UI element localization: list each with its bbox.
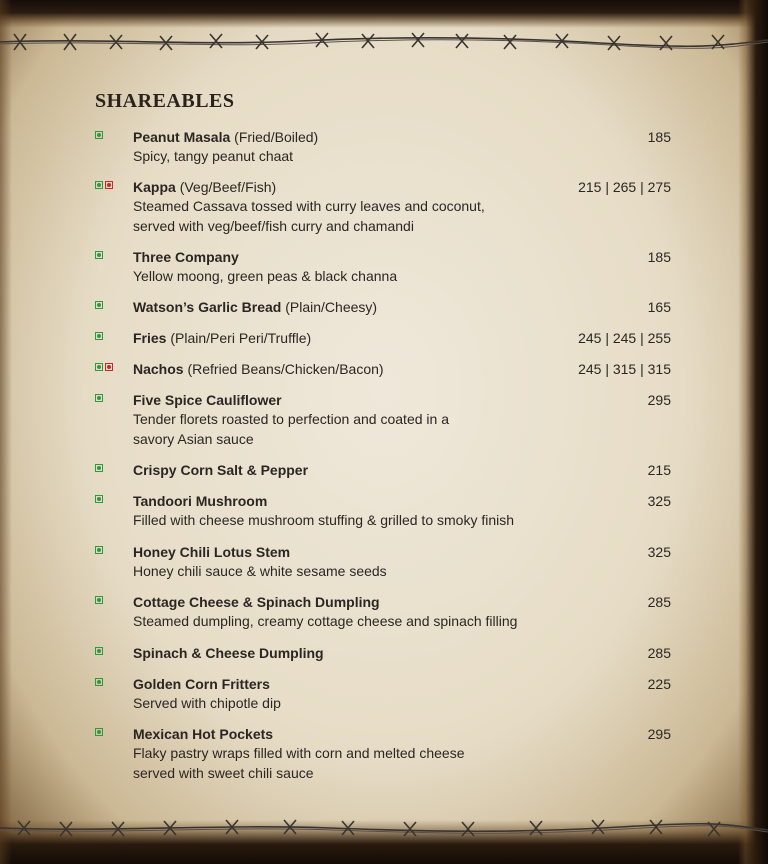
item-price: 285 [647, 594, 671, 610]
diet-marks [95, 394, 103, 402]
item-name: Five Spice Cauliflower [133, 392, 282, 408]
item-price: 245 | 245 | 255 [578, 330, 671, 346]
item-name: Fries [133, 330, 167, 346]
item-price: 185 [647, 249, 671, 265]
item-description: Served with chipotle dip [133, 695, 281, 711]
item-name: Crispy Corn Salt & Pepper [133, 462, 309, 478]
veg-icon [95, 394, 103, 402]
item-price: 245 | 315 | 315 [578, 361, 671, 377]
item-name: Kappa [133, 179, 176, 195]
item-description: Steamed Cassava tossed with curry leaves and coconut, served with veg/beef/fish curry and chamandi [133, 198, 485, 234]
item-variant: (Plain/Peri Peri/Truffle) [170, 330, 312, 346]
item-price: 215 | 265 | 275 [578, 179, 671, 195]
diet-marks [95, 363, 113, 371]
veg-icon [95, 363, 103, 371]
veg-icon [95, 495, 103, 503]
veg-icon [95, 596, 103, 604]
diet-marks [95, 301, 103, 309]
item-description: Yellow moong, green peas & black channa [133, 268, 398, 284]
item-name: Tandoori Mushroom [133, 493, 268, 509]
veg-icon [95, 546, 103, 554]
veg-icon [95, 647, 103, 655]
diet-marks [95, 251, 103, 259]
item-description: Filled with cheese mushroom stuffing & grilled to smoky finish [133, 512, 515, 528]
item-price: 225 [647, 676, 671, 692]
diet-marks [95, 596, 103, 604]
item-price: 295 [647, 726, 671, 742]
veg-icon [95, 131, 103, 139]
item-name: Golden Corn Fritters [133, 676, 270, 692]
veg-icon [95, 181, 103, 189]
item-variant: (Refried Beans/Chicken/Bacon) [187, 361, 384, 377]
item-variant: (Plain/Cheesy) [285, 299, 378, 315]
diet-marks [95, 647, 103, 655]
item-price: 165 [647, 299, 671, 315]
diet-marks [95, 678, 103, 686]
non-veg-icon [105, 363, 113, 371]
item-price: 295 [647, 392, 671, 408]
diet-marks [95, 728, 103, 736]
item-name: Three Company [133, 249, 239, 265]
diet-marks [95, 464, 103, 472]
veg-icon [95, 464, 103, 472]
item-price: 185 [647, 129, 671, 145]
item-description: Flaky pastry wraps filled with corn and melted cheese served with sweet chili sauce [133, 745, 465, 781]
non-veg-icon [105, 181, 113, 189]
veg-icon [95, 251, 103, 259]
diet-marks [95, 131, 103, 139]
item-description: Honey chili sauce & white sesame seeds [133, 563, 387, 579]
barbed-wire-bottom-decoration [0, 814, 768, 844]
diet-marks [95, 495, 103, 503]
veg-icon [95, 678, 103, 686]
item-price: 215 [647, 462, 671, 478]
diet-marks [95, 546, 103, 554]
diet-marks [95, 332, 103, 340]
item-variant: (Veg/Beef/Fish) [179, 179, 277, 195]
veg-icon [95, 332, 103, 340]
section-title: SHAREABLES [95, 90, 235, 112]
item-name: Honey Chili Lotus Stem [133, 544, 291, 560]
veg-icon [95, 301, 103, 309]
item-name: Mexican Hot Pockets [133, 726, 274, 742]
barbed-wire-top-decoration [0, 28, 768, 58]
item-description: Spicy, tangy peanut chaat [133, 148, 294, 164]
veg-icon [95, 728, 103, 736]
item-name: Peanut Masala [133, 129, 231, 145]
item-name: Nachos [133, 361, 184, 377]
item-name: Cottage Cheese & Spinach Dumpling [133, 594, 380, 610]
item-price: 325 [647, 544, 671, 560]
item-name: Spinach & Cheese Dumpling [133, 645, 324, 661]
item-price: 325 [647, 493, 671, 509]
item-variant: (Fried/Boiled) [234, 129, 319, 145]
item-name: Watson’s Garlic Bread [133, 299, 282, 315]
item-price: 285 [647, 645, 671, 661]
item-description: Tender florets roasted to perfection and coated in a savory Asian sauce [133, 411, 449, 447]
item-description: Steamed dumpling, creamy cottage cheese and spinach filling [133, 613, 518, 629]
diet-marks [95, 181, 113, 189]
